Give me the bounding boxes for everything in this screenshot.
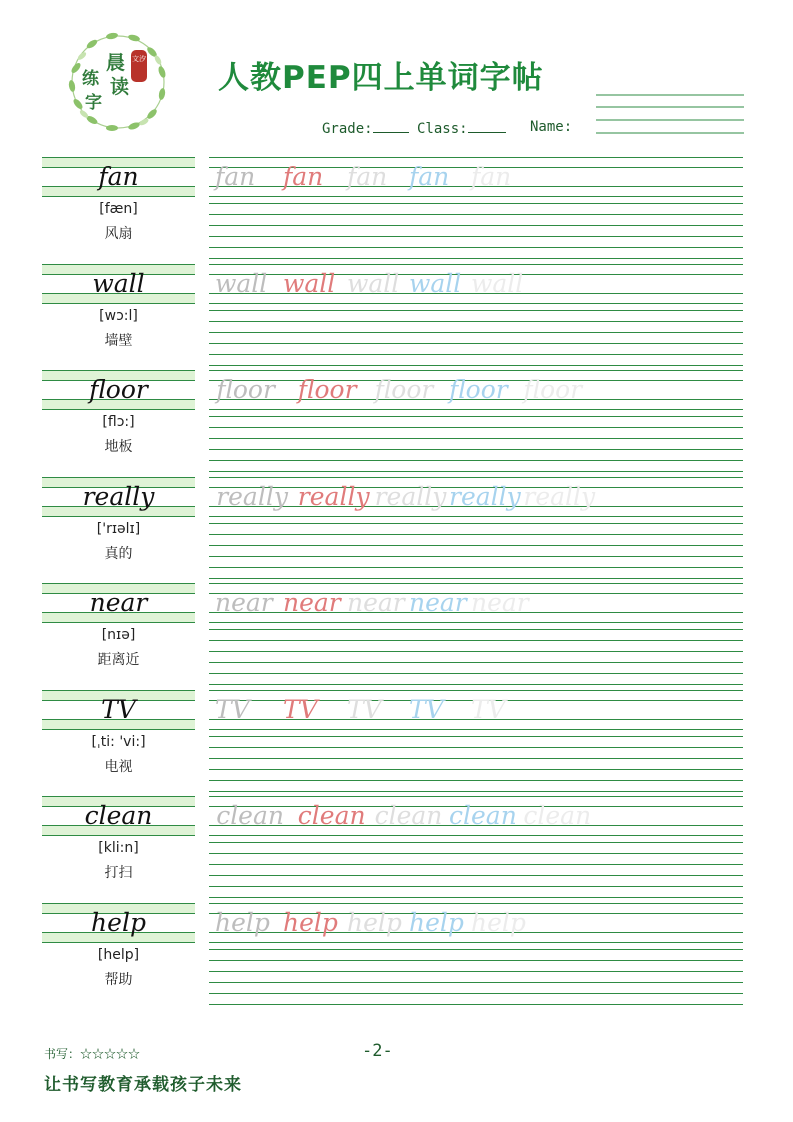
writing-lines[interactable] — [209, 949, 743, 1009]
logo-seal: 文汐 — [131, 50, 147, 82]
trace-word: wall — [471, 269, 524, 298]
trace-word: floor — [523, 375, 583, 404]
trace-word: near — [283, 588, 341, 617]
word-card — [42, 690, 195, 730]
chinese-meaning: 距离近 — [97, 652, 140, 668]
grade-label: Grade: — [322, 121, 373, 137]
writing-line — [209, 310, 743, 311]
vocab-word: really — [82, 482, 155, 511]
writing-line — [209, 449, 743, 450]
writing-line — [209, 438, 743, 439]
trace-word: TV — [409, 695, 444, 724]
phonetic: [nɪə] — [101, 627, 136, 643]
trace-word: near — [471, 588, 529, 617]
writing-rating: 书写：☆☆☆☆☆ — [44, 1047, 141, 1061]
practice-area[interactable] — [209, 583, 743, 623]
trace-word: TV — [347, 695, 382, 724]
writing-line — [209, 758, 743, 759]
trace-word: near — [409, 588, 467, 617]
trace-word: help — [347, 908, 402, 937]
footer-slogan: 让书写教育承载孩子未来 — [44, 1075, 242, 1095]
word-card — [42, 796, 195, 836]
writing-lines[interactable] — [209, 842, 743, 902]
practice-area[interactable] — [209, 690, 743, 730]
writing-line — [209, 842, 743, 843]
writing-lines[interactable] — [209, 736, 743, 796]
writing-line — [209, 886, 743, 887]
trace-word: really — [449, 482, 521, 511]
trace-word: floor — [216, 375, 275, 404]
writing-line — [209, 534, 743, 535]
writing-line — [209, 960, 743, 961]
writing-lines[interactable] — [209, 203, 743, 263]
writing-line — [209, 736, 743, 737]
writing-line — [209, 258, 743, 259]
phonetic: [ˌti: 'vi:] — [91, 734, 146, 750]
writing-line — [209, 427, 743, 428]
writing-line — [209, 332, 743, 333]
word-card — [42, 157, 195, 197]
writing-line — [209, 780, 743, 781]
word-card — [42, 903, 195, 943]
practice-area[interactable] — [209, 264, 743, 304]
practice-area[interactable] — [209, 477, 743, 517]
writing-line — [209, 247, 743, 248]
writing-line — [209, 214, 743, 215]
practice-area[interactable] — [209, 370, 743, 410]
word-card — [42, 264, 195, 304]
trace-word: wall — [283, 269, 336, 298]
writing-line — [209, 853, 743, 854]
name-label: Name: — [530, 119, 573, 135]
writing-lines[interactable] — [209, 523, 743, 583]
vocab-word: floor — [89, 375, 148, 404]
writing-line — [209, 993, 743, 994]
trace-word: really — [297, 482, 370, 511]
writing-line — [209, 949, 743, 950]
writing-line — [209, 673, 743, 674]
writing-line — [209, 982, 743, 983]
writing-line — [209, 864, 743, 865]
chinese-meaning: 电视 — [104, 759, 133, 775]
trace-word: wall — [347, 269, 400, 298]
writing-line — [209, 365, 743, 366]
trace-word: wall — [409, 269, 462, 298]
trace-word: help — [409, 908, 464, 937]
writing-line — [209, 545, 743, 546]
phonetic: [kli:n] — [98, 840, 139, 856]
trace-word: fan — [409, 162, 450, 191]
writing-line — [209, 471, 743, 472]
name-field[interactable] — [530, 119, 572, 135]
trace-word: clean — [216, 801, 284, 830]
trace-word: near — [347, 588, 405, 617]
word-card — [42, 370, 195, 410]
logo-char-2: 读 — [110, 76, 130, 98]
word-card — [42, 583, 195, 623]
logo-char-3: 练 — [82, 69, 99, 89]
writing-line — [209, 791, 743, 792]
phonetic: [fæn] — [99, 201, 138, 217]
writing-line — [209, 640, 743, 641]
writing-line — [209, 662, 743, 663]
trace-word: clean — [523, 801, 592, 830]
chinese-meaning: 真的 — [104, 546, 133, 562]
phonetic: [help] — [97, 947, 140, 963]
trace-word: near — [215, 588, 273, 617]
writing-line — [209, 1004, 743, 1005]
trace-word: clean — [449, 801, 517, 830]
trace-word: clean — [297, 801, 366, 830]
trace-word: really — [523, 482, 596, 511]
vocab-word: TV — [101, 695, 136, 724]
logo-char-1: 晨 — [106, 52, 126, 74]
writing-line — [209, 875, 743, 876]
writing-line — [209, 460, 743, 461]
writing-line — [209, 203, 743, 204]
class-field[interactable] — [417, 119, 506, 137]
phonetic: ['rɪəlɪ] — [96, 521, 141, 537]
writing-lines[interactable] — [209, 310, 743, 370]
practice-area[interactable] — [209, 157, 743, 197]
chinese-meaning: 墙壁 — [104, 333, 133, 349]
trace-word: floor — [374, 375, 434, 404]
writing-line — [209, 225, 743, 226]
page-number: -2- — [362, 1041, 393, 1061]
class-blank[interactable] — [468, 119, 506, 133]
grade-field[interactable] — [322, 119, 409, 137]
vocab-word: clean — [84, 801, 153, 830]
writing-line — [209, 556, 743, 557]
chinese-meaning: 风扇 — [104, 226, 133, 242]
page-title: 人教PEP四上单词字帖 — [218, 60, 544, 96]
writing-line — [209, 971, 743, 972]
vocab-word: near — [89, 588, 148, 617]
writing-line — [209, 523, 743, 524]
writing-line — [209, 747, 743, 748]
word-card — [42, 477, 195, 517]
writing-line — [209, 651, 743, 652]
writing-line — [209, 897, 743, 898]
phonetic: [wɔ:l] — [99, 308, 138, 324]
trace-word: fan — [471, 162, 512, 191]
grade-blank[interactable] — [373, 119, 409, 133]
writing-line — [209, 343, 743, 344]
phonetic: [flɔ:] — [102, 414, 135, 430]
trace-word: clean — [374, 801, 443, 830]
writing-lines[interactable] — [209, 629, 743, 689]
practice-area[interactable] — [209, 796, 743, 836]
trace-word: TV — [471, 695, 506, 724]
vocab-word: wall — [92, 269, 145, 298]
logo-char-4: 字 — [85, 93, 102, 113]
writing-line — [209, 236, 743, 237]
chinese-meaning: 帮助 — [104, 972, 133, 988]
trace-word: help — [471, 908, 526, 937]
trace-word: fan — [283, 162, 324, 191]
class-label: Class: — [417, 121, 468, 137]
chinese-meaning: 打扫 — [104, 865, 133, 881]
writing-line — [209, 684, 743, 685]
writing-lines[interactable] — [209, 416, 743, 476]
vocab-word: help — [91, 908, 146, 937]
writing-line — [209, 769, 743, 770]
trace-word: floor — [449, 375, 508, 404]
writing-line — [209, 567, 743, 568]
writing-line — [209, 321, 743, 322]
trace-word: fan — [215, 162, 256, 191]
trace-word: fan — [347, 162, 388, 191]
trace-word: help — [283, 908, 338, 937]
writing-line — [209, 578, 743, 579]
trace-word: really — [216, 482, 288, 511]
trace-word: wall — [215, 269, 268, 298]
writing-line — [209, 354, 743, 355]
writing-line — [209, 416, 743, 417]
trace-word: TV — [215, 695, 250, 724]
writing-line — [209, 629, 743, 630]
practice-area[interactable] — [209, 903, 743, 943]
trace-word: help — [215, 908, 270, 937]
trace-word: floor — [297, 375, 357, 404]
vocab-word: fan — [98, 162, 139, 191]
trace-word: TV — [283, 695, 318, 724]
name-writing-lines — [596, 94, 744, 134]
chinese-meaning: 地板 — [104, 439, 133, 455]
trace-word: really — [374, 482, 447, 511]
